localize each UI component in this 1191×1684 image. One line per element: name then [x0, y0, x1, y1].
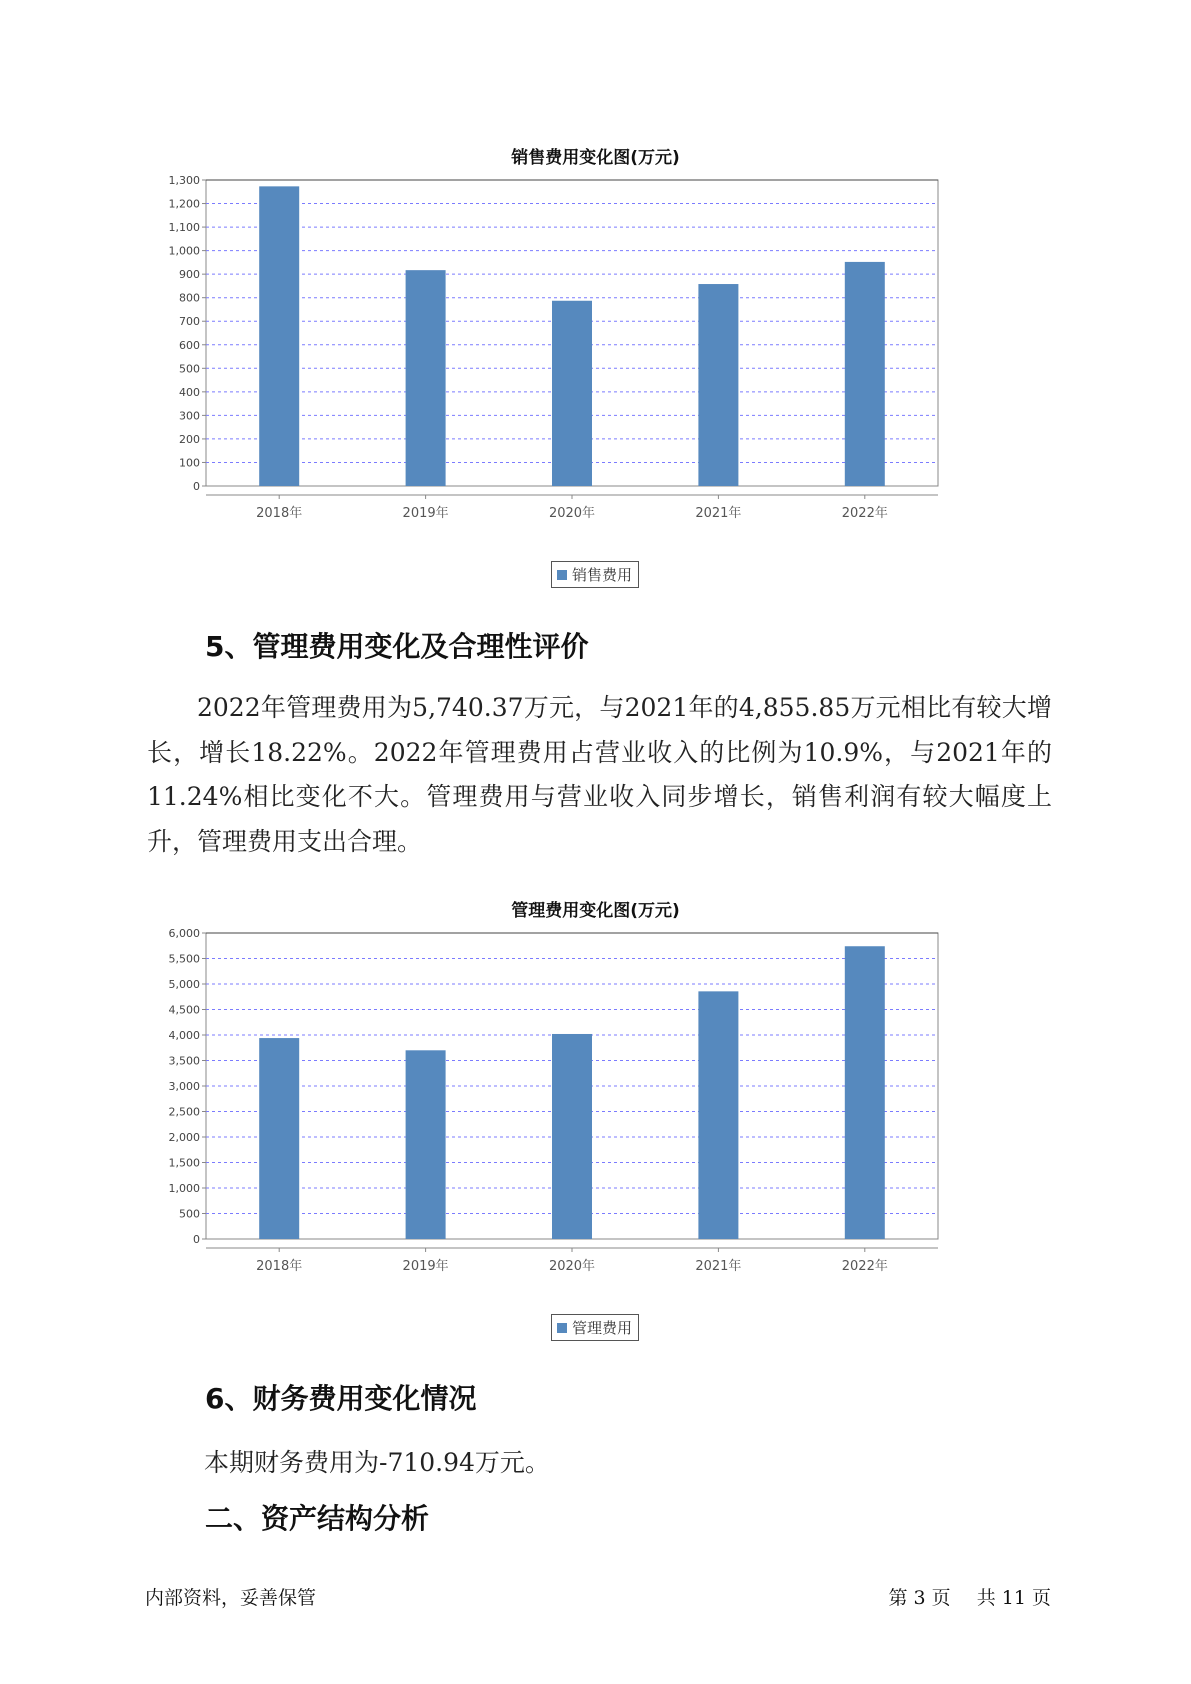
y-tick-label: 300 [179, 409, 200, 423]
y-tick-label: 400 [179, 385, 200, 399]
y-tick-label: 2,500 [168, 1105, 200, 1119]
x-tick-label: 2021年 [695, 506, 742, 521]
y-tick-label: 2,000 [168, 1131, 200, 1144]
y-tick-label: 0 [193, 1233, 200, 1246]
chart-legend-admin [551, 1314, 639, 1341]
x-tick-label: 2022年 [841, 506, 888, 521]
bar-2022年 [845, 946, 885, 1239]
footer-confidential-note: 内部资料，妥善保管 [145, 1587, 317, 1609]
x-tick-label: 2019年 [402, 1259, 449, 1274]
bar-2018年 [259, 186, 299, 486]
chart-legend-sales [551, 561, 639, 588]
y-tick-label: 1,100 [168, 221, 200, 235]
y-tick-label: 3,500 [168, 1054, 200, 1068]
x-tick-label: 2020年 [548, 506, 596, 521]
section-5-heading: 5、管理费用变化及合理性评价 [205, 630, 589, 663]
x-tick-label: 2022年 [841, 1259, 888, 1274]
y-tick-label: 4,000 [168, 1029, 200, 1042]
bar-2020年 [552, 1034, 592, 1239]
y-tick-label: 800 [179, 291, 200, 305]
y-tick-label: 100 [179, 456, 200, 470]
legend-swatch [557, 570, 567, 580]
footer-page-info [889, 1583, 1051, 1610]
chart-title-admin: 管理费用变化图(万元) [511, 901, 680, 921]
x-tick-label: 2020年 [548, 1259, 596, 1274]
legend-label-sales: 销售费用 [572, 566, 633, 584]
x-tick-label: 2019年 [402, 506, 449, 521]
y-tick-label: 1,300 [168, 174, 200, 187]
bar-2019年 [406, 1050, 446, 1239]
footer-total-pages: 共 11 页 [976, 1587, 1051, 1609]
bar-2021年 [698, 991, 738, 1239]
x-tick-label: 2018年 [256, 506, 303, 521]
chart-title-sales: 销售费用变化图(万元) [511, 148, 680, 168]
sales-expense-chart [150, 172, 1030, 542]
y-tick-label: 1,000 [168, 244, 200, 258]
y-tick-label: 500 [179, 362, 200, 376]
bar-2018年 [259, 1038, 299, 1239]
y-tick-label: 6,000 [168, 927, 200, 940]
y-tick-label: 700 [179, 315, 200, 329]
section-6-paragraph: 本期财务费用为-710.94万元。 [204, 1448, 550, 1477]
y-tick-label: 500 [179, 1207, 200, 1221]
y-tick-label: 5,000 [168, 978, 200, 991]
admin-expense-chart [150, 925, 1030, 1295]
bar-2022年 [845, 262, 885, 486]
y-tick-label: 1,200 [168, 197, 200, 211]
footer-spacer [961, 1583, 967, 1610]
y-tick-label: 3,000 [168, 1080, 200, 1093]
bar-2021年 [698, 284, 738, 486]
y-tick-label: 0 [193, 480, 200, 493]
y-tick-label: 600 [179, 338, 200, 352]
section-5-paragraph: 2022年管理费用为5,740.37万元，与2021年的4,855.85万元相比有较大增长，增长18.22%。2022年管理费用占营业收入的比例为10.9%，与2021年的11.24%相比变化不大。管理费用与营业收入同步增长，销售利润有较大幅度上升，管理费用支出合理。 [147, 693, 1052, 856]
footer-page-number: 第 3 页 [888, 1587, 951, 1609]
legend-swatch [557, 1323, 567, 1333]
y-tick-label: 1,000 [168, 1182, 200, 1195]
bar-2020年 [552, 301, 592, 486]
x-tick-label: 2018年 [256, 1259, 303, 1274]
y-tick-label: 900 [179, 268, 200, 282]
legend-label-admin: 管理费用 [572, 1319, 633, 1337]
y-tick-label: 1,500 [168, 1156, 200, 1170]
section-6-heading: 6、财务费用变化情况 [205, 1382, 477, 1415]
x-tick-label: 2021年 [695, 1259, 742, 1274]
bar-2019年 [406, 270, 446, 486]
part-2-heading: 二、资产结构分析 [205, 1502, 430, 1535]
y-tick-label: 200 [179, 432, 200, 446]
y-tick-label: 4,500 [168, 1003, 200, 1017]
y-tick-label: 5,500 [168, 952, 200, 966]
